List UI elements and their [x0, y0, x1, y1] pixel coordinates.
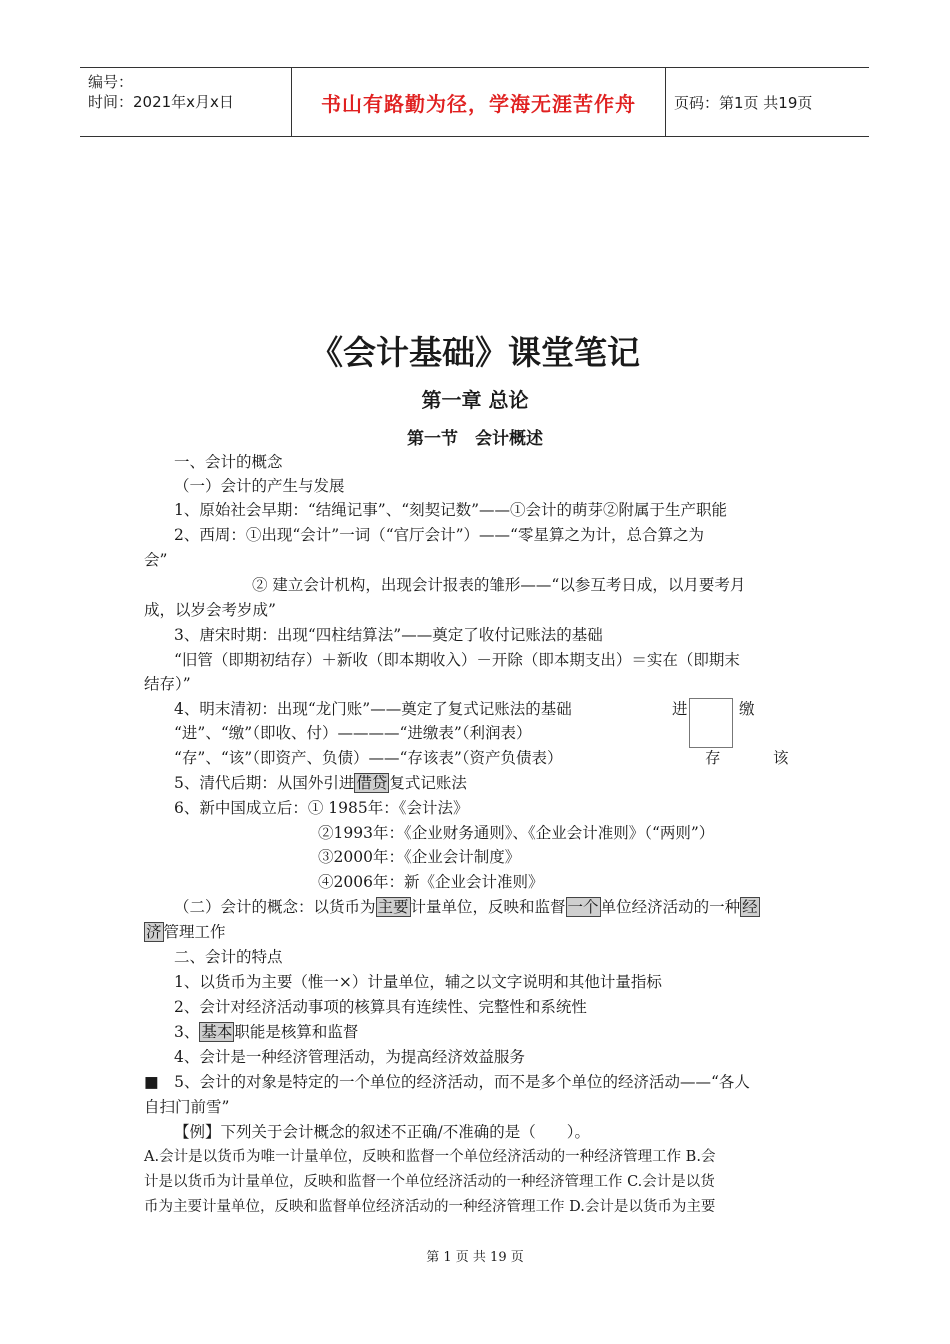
highlight: 借贷: [356, 774, 388, 792]
highlight: 基本: [201, 1023, 233, 1041]
chapter-heading: 第一章 总论: [421, 388, 529, 412]
text-line: A.会计是以货币为唯一计量单位，反映和监督一个单位经济活动的一种经济管理工作 B.会: [144, 1149, 716, 1165]
text-line: ③2000年：《企业会计制度》: [318, 848, 521, 866]
highlight: 一个: [567, 898, 599, 916]
section-heading: 第一节 会计概述: [407, 429, 543, 449]
page-footer: 第 1 页 共 19 页: [426, 1250, 524, 1265]
text-line: 1、以货币为主要（惟一×）计量单位，辅之以文字说明和其他计量指标: [174, 973, 662, 991]
text-line: 4、明末清初：出现“龙门账”——奠定了复式记账法的基础: [174, 700, 572, 718]
text-line: （二）会计的概念：以货币为 主要 计量单位，反映和监督 一个 单位经济活动的一种 经: [174, 898, 758, 916]
text-line: ■ 5、会计的对象是特定的一个单位的经济活动，而不是多个单位的经济活动——“各人: [144, 1073, 750, 1091]
motto: 书山有路勤为径，学海无涯苦作舟: [292, 68, 666, 136]
text-line: （一）会计的产生与发展: [174, 477, 345, 495]
number-label: 编号：: [88, 73, 134, 91]
text-line: 结存）”: [144, 675, 191, 693]
document-title: 《会计基础》课堂笔记: [310, 333, 640, 372]
text-line: “进”、“缴”（即收、付）————“进缴表”（利润表）: [174, 724, 532, 742]
text-line: 2、会计对经济活动事项的核算具有连续性、完整性和系统性: [174, 998, 587, 1016]
highlight: 主要: [377, 898, 409, 916]
diagram-jiao: 缴: [739, 700, 755, 718]
header-left-cell: [80, 68, 292, 136]
text-line: 3、 基本 职能是核算和监督: [174, 1023, 359, 1041]
text-line: ④2006年：新《企业会计准则》: [318, 873, 544, 891]
text-line: 【例】下列关于会计概念的叙述不正确/不准确的是（ ）。: [174, 1123, 590, 1141]
text-line: 5、清代后期：从国外引进 借贷 复式记账法: [174, 774, 467, 792]
text-line: “旧管（即期初结存）＋新收（即本期收入）－开除（即本期支出）＝实在（即期末: [174, 651, 740, 669]
text-line: 一、会计的概念: [174, 453, 283, 471]
text-line: 济 管理工作: [146, 923, 226, 941]
page-header: [80, 67, 869, 137]
highlight: 济: [146, 923, 162, 941]
text-line: 二、会计的特点: [174, 948, 283, 966]
text-line: 自扫门前雪”: [144, 1098, 230, 1116]
text-line: 6、新中国成立后：① 1985年：《会计法》: [174, 799, 469, 817]
text-line: 成，以岁会考岁成”: [144, 601, 276, 619]
diagram-cun: 存: [705, 749, 721, 767]
text-line: 会”: [144, 551, 168, 569]
text-line: ② 建立会计机构，出现会计报表的雏形——“以参互考日成，以月要考月: [252, 576, 746, 594]
diagram-jin: 进: [672, 700, 688, 718]
text-line: ②1993年：《企业财务通则》、《企业会计准则》（“两则”）: [318, 824, 715, 842]
text-line: 计是以货币为计量单位，反映和监督一个单位经济活动的一种经济管理工作 C.会计是以货: [144, 1174, 715, 1190]
time-label: 时间：2021年x月x日: [88, 93, 234, 111]
text-line: 2、西周：①出现“会计”一词（“官厅会计”）——“零星算之为计，总合算之为: [174, 526, 704, 544]
text-line: “存”、“该”（即资产、负债）——“存该表”（资产负债表）: [174, 749, 563, 767]
text-line: 4、会计是一种经济管理活动，为提高经济效益服务: [174, 1048, 525, 1066]
text-line: 3、唐宋时期：出现“四柱结算法”——奠定了收付记账法的基础: [174, 626, 603, 644]
diagram-box: [689, 698, 733, 748]
highlight: 经: [742, 898, 758, 916]
text-line: 1、原始社会早期：“结绳记事”、“刻契记数”——①会计的萌芽②附属于生产职能: [174, 501, 728, 519]
page-info: 页码：第1页 共19页: [674, 93, 813, 112]
text-line: 币为主要计量单位，反映和监督单位经济活动的一种经济管理工作 D.会计是以货币为主要: [144, 1199, 716, 1215]
diagram-gai: 该: [773, 749, 789, 767]
